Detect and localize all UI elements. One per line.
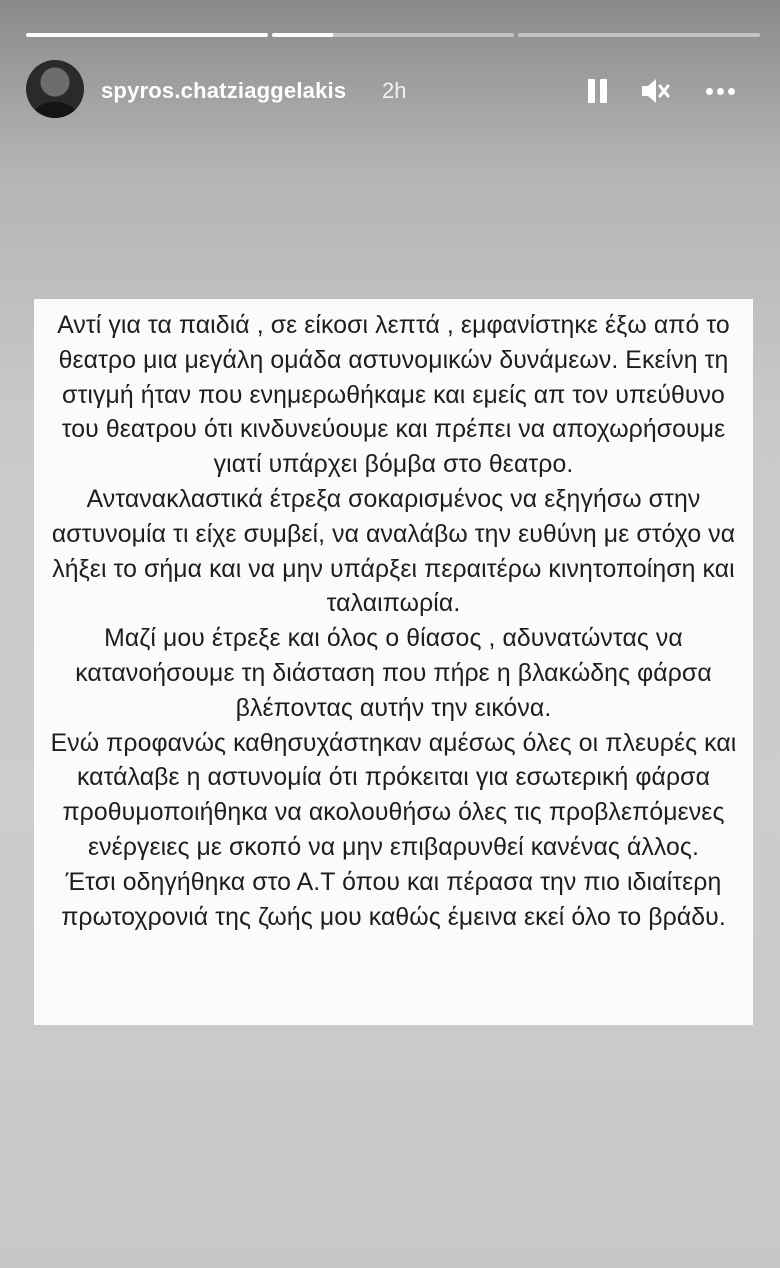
post-time: 2h — [382, 78, 407, 103]
story-paragraph: Έτσι οδηγήθηκα στο Α.Τ όπου και πέρασα την πιο ιδιαίτερη πρωτοχρονιά της ζωής μου καθώς έμεινα εκεί όλο το βράδυ. — [61, 868, 726, 931]
story-header — [26, 60, 760, 122]
story-paragraph: Μαζί μου έτρεξε και όλος ο θίασος , αδυνατώντας να κατανοήσουμε τη διάσταση που πήρε η βλακώδης φάρσα βλέποντας αυτήν την εικόνα. — [75, 625, 712, 722]
speaker-muted-icon[interactable] — [638, 74, 672, 108]
progress-segment — [272, 33, 514, 37]
story-paragraph: Ενώ προφανώς καθησυχάστηκαν αμέσως όλες οι πλευρές και κατάλαβε η αστυνομία ότι πρόκειται για εσωτερική φάρσα προθυμοποιήθηκα να ακολουθήσω όλες τις προβλεπόμενες ενέργειες με σκοπό να μην επιβαρυνθεί κανένας άλλος. — [50, 729, 737, 861]
story-paragraph: Αντανακλαστικά έτρεξα σοκαρισμένος να εξηγήσω στην αστυνομία τι είχε συμβεί, να αναλάβω την ευθύνη με στόχο να λήξει το σήμα και να μην υπάρξει περαιτέρω κινητοποίηση και ταλαιπωρία. — [51, 485, 736, 618]
pause-icon[interactable] — [581, 74, 615, 108]
username[interactable]: spyros.chatziaggelakis — [101, 78, 347, 103]
story-text-card — [34, 299, 753, 1025]
story-paragraph: Αντί για τα παιδιά , σε είκοσι λεπτά , εμφανίστηκε έξω από το θεατρο μια μεγάλη ομάδα αστυνομικών δυνάμεων. Εκείνη τη στιγμή ήταν που ενημερωθήκαμε και εμείς απ τον υπεύθυνο του θεατρου ότι κινδυνεύουμε και πρέπει να αποχωρήσουμε γιατί υπάρχει βόμβα στο θεατρο. — [57, 312, 730, 479]
more-horizontal-icon[interactable] — [704, 74, 738, 108]
progress-segment — [518, 33, 760, 37]
avatar[interactable] — [26, 60, 84, 118]
story-progress-bar — [26, 33, 760, 37]
progress-segment — [26, 33, 268, 37]
